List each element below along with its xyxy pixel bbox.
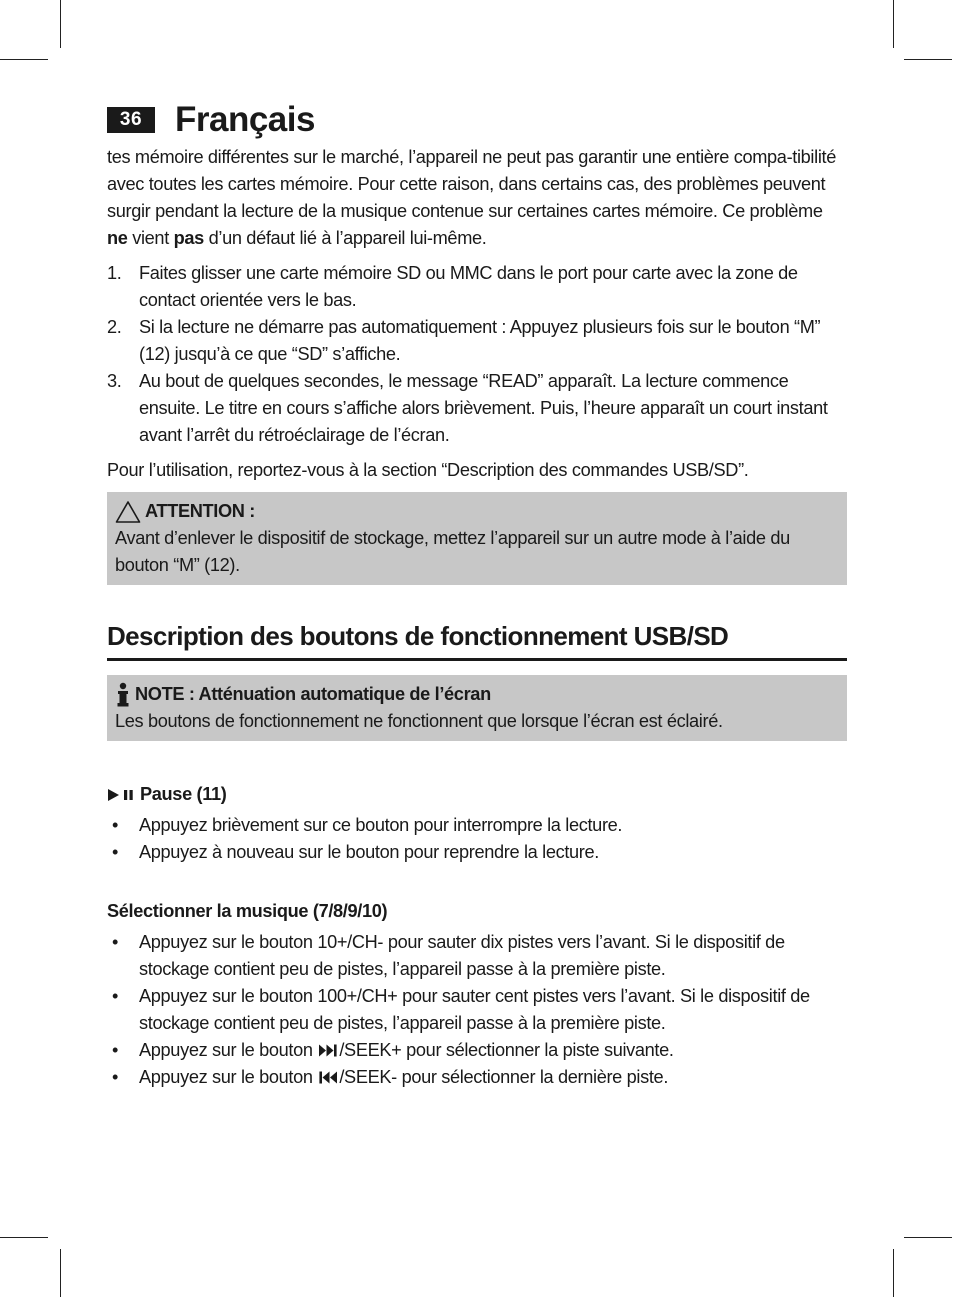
crop-mark (0, 59, 48, 60)
note-title: NOTE : Atténuation automatique de l’écran (135, 684, 491, 704)
crop-mark (893, 0, 894, 48)
list-item: • Appuyez à nouveau sur le bouton pour reprendre la lecture. (112, 842, 599, 862)
intro-paragraph: tes mémoire différentes sur le marché, l’appareil ne peut pas garantir une entière compa-tibilité avec toutes les cartes mémoire. Pour cette raison, dans certains cas, des problèmes peuvent surgir pendant la lecture de la musique contenue sur certaines cartes mémoire. Ce problème ne vient pas d’un défaut lié à l’appareil lui-même. (107, 147, 836, 248)
skip-previous-icon (318, 1070, 338, 1085)
note-text: Les boutons de fonctionnement ne fonctionnent que lorsque l’écran est éclairé. (115, 711, 723, 731)
page-header (107, 100, 847, 140)
list-item: • Appuyez brièvement sur ce bouton pour interrompre la lecture. (112, 815, 623, 835)
list-item: 3. Au bout de quelques secondes, le message “READ” apparaît. La lecture commence ensuite. Le titre en cours s’affiche alors brièvement. Puis, l’heure apparaît un court instant avant l’arrêt du rétroéclairage de l’écran. (107, 371, 828, 445)
note-box (107, 675, 847, 741)
select-bullets (107, 929, 847, 1091)
list-item: • Appuyez sur le bouton 100+/CH+ pour sauter cent pistes vers l’avant. Si le dispositif de stockage contient peu de pistes, l’appareil passe à la première piste. (112, 986, 810, 1033)
attention-box (107, 492, 847, 585)
list-item: • Appuyez sur le bouton /SEEK+ pour sélectionner la piste suivante. (112, 1040, 674, 1060)
play-pause-icon (107, 788, 137, 802)
pause-bullets (107, 812, 847, 866)
crop-mark (60, 1249, 61, 1297)
list-item: • Appuyez sur le bouton /SEEK- pour sélectionner la dernière piste. (112, 1067, 669, 1087)
section-title: Description des boutons de fonctionnement USB/SD (107, 621, 847, 661)
crop-mark (904, 59, 952, 60)
crop-mark (0, 1237, 48, 1238)
warning-triangle-icon (115, 500, 141, 524)
steps-list (107, 260, 847, 449)
manual-page (107, 100, 847, 1091)
page-title: Français (175, 100, 315, 139)
list-item: 2. Si la lecture ne démarre pas automatiquement : Appuyez plusieurs fois sur le bouton “M” (12) jusqu’à ce que “SD” s’affiche. (107, 317, 821, 364)
pause-heading: Pause (11) (107, 781, 847, 808)
list-item: 1. Faites glisser une carte mémoire SD ou MMC dans le port pour carte avec la zone de contact orientée vers le bas. (107, 263, 798, 310)
usage-paragraph: Pour l’utilisation, reportez-vous à la section “Description des commandes USB/SD”. (107, 460, 749, 480)
attention-title: ATTENTION : (145, 501, 255, 521)
list-item: • Appuyez sur le bouton 10+/CH- pour sauter dix pistes vers l’avant. Si le dispositif de stockage contient peu de pistes, l’appareil passe à la première piste. (112, 932, 785, 979)
page-number: 36 (107, 107, 155, 133)
crop-mark (904, 1237, 952, 1238)
attention-text: Avant d’enlever le dispositif de stockage, mettez l’appareil sur un autre mode à l’aide du bouton “M” (12). (115, 528, 790, 575)
info-icon (115, 682, 131, 708)
select-heading: Sélectionner la musique (7/8/9/10) (107, 901, 388, 921)
crop-mark (893, 1249, 894, 1297)
crop-mark (60, 0, 61, 48)
skip-next-icon (318, 1043, 338, 1058)
